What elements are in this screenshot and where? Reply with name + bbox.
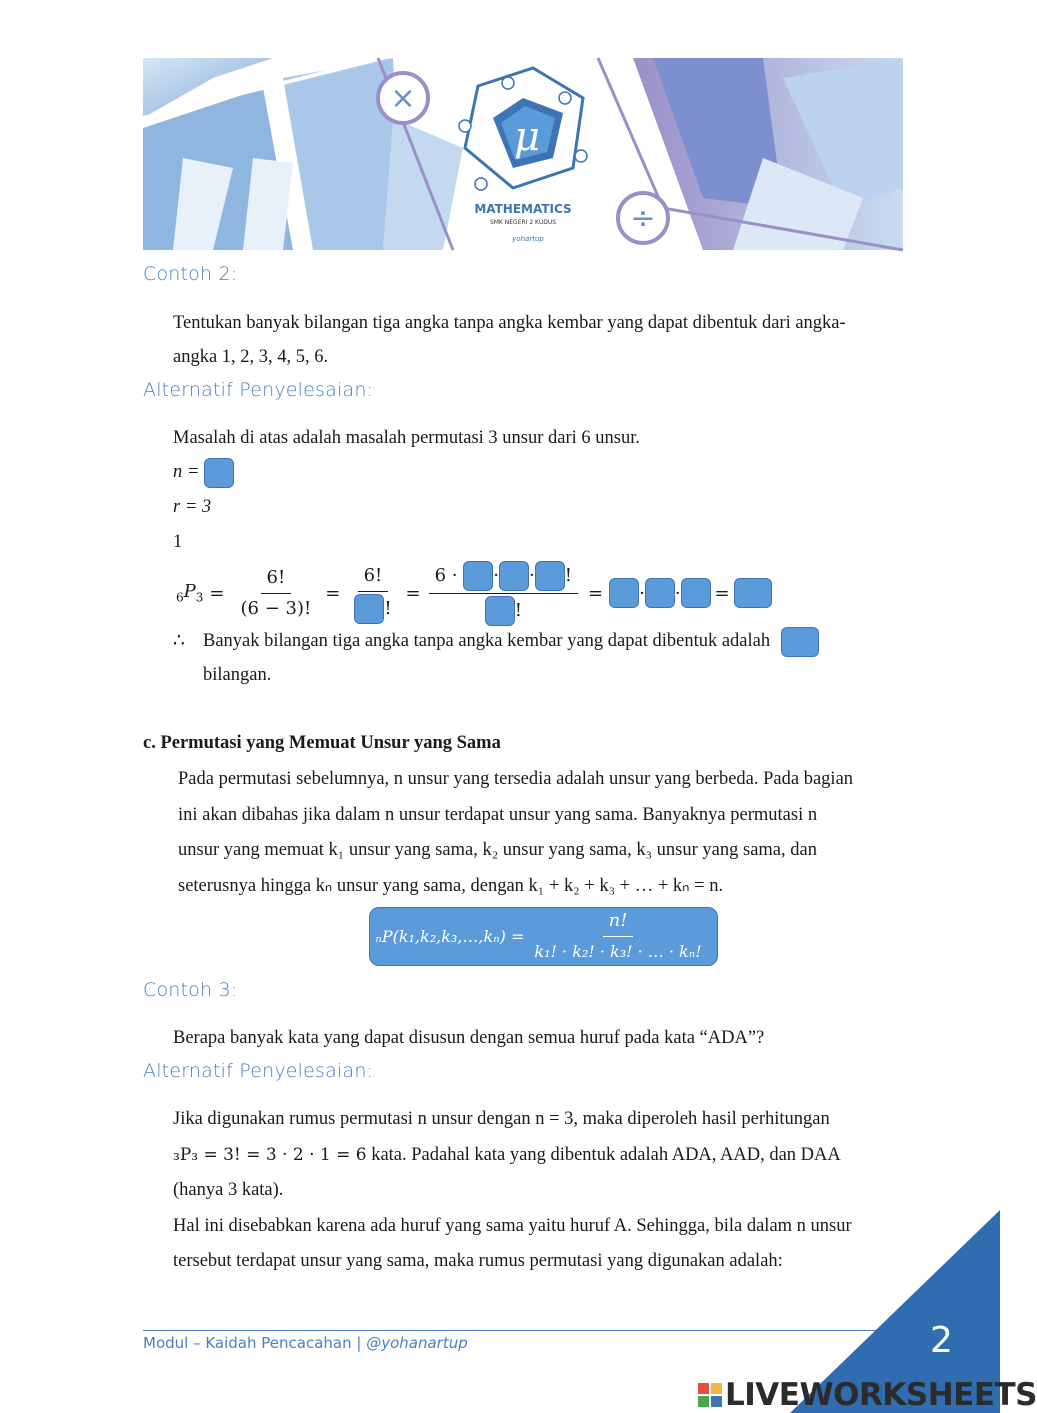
svg-text:×: × <box>390 81 416 116</box>
result-input[interactable] <box>734 578 772 608</box>
conclusion-line2: bilangan. <box>203 665 272 685</box>
footer-module: Modul – Kaidah Pencacahan | <box>143 1334 367 1352</box>
repeated-permutation-formula <box>369 907 718 966</box>
liveworksheets-brand-text: LIVEWORKSHEETS <box>725 1377 1037 1413</box>
contoh2-problem-line2: angka 1, 2, 3, 4, 5, 6. <box>173 347 329 367</box>
contoh2-alt-title: Alternatif Penyelesaian: <box>143 379 374 401</box>
svg-text:μ: μ <box>514 114 540 160</box>
formula-box-fraction <box>528 908 707 965</box>
product-input-2[interactable] <box>645 578 675 608</box>
footer-text <box>143 1334 468 1352</box>
contoh2-problem <box>173 306 904 374</box>
footer-handle: @yohanartup <box>366 1334 468 1352</box>
contoh3-line2: ₃P₃ = 3! = 3 · 2 · 1 = 6 kata. Padahal kata yang dibentuk adalah ADA, AAD, dan DAA <box>173 1144 841 1165</box>
contoh3-title: Contoh 3: <box>143 979 238 1001</box>
equals-5: = <box>714 582 730 604</box>
page-number: 2 <box>930 1320 953 1361</box>
section-c-line4: seterusnya hingga kₙ unsur yang sama, dengan k₁ + k₂ + k₃ + … + kₙ = n. <box>178 875 724 896</box>
equals-1: = <box>209 582 225 604</box>
equals-3: = <box>405 582 421 604</box>
contoh2-problem-line1: Tentukan banyak bilangan tiga angka tanpa angka kembar yang dapat dibentuk dari angka- <box>173 313 846 333</box>
product-input-1[interactable] <box>609 578 639 608</box>
conclusion-answer-input[interactable] <box>781 627 819 657</box>
formula-lhs: $_6P_3$ <box>176 581 204 605</box>
therefore-symbol: ∴ <box>173 631 185 651</box>
footer-rule <box>143 1330 883 1331</box>
n-label: n = <box>173 462 200 482</box>
liveworksheets-logo-icon <box>698 1383 722 1407</box>
banner-graphic <box>143 58 903 250</box>
section-c-paragraph <box>178 762 904 904</box>
logo-title: MATHEMATICS <box>474 202 572 216</box>
n-line <box>173 455 234 489</box>
equals-2: = <box>325 582 341 604</box>
section-c-title: c. Permutasi yang Memuat Unsur yang Sama <box>143 733 501 753</box>
f3-num-input-2[interactable] <box>499 561 529 591</box>
contoh3-problem: Berapa banyak kata yang dapat disusun dengan semua huruf pada kata “ADA”? <box>173 1028 765 1048</box>
fraction-1: $\frac{6!}{(6 - 3)!}$ <box>240 566 312 619</box>
f3-num-input-1[interactable] <box>463 561 493 591</box>
liveworksheets-brand[interactable] <box>698 1377 1037 1413</box>
contoh3-line3: (hanya 3 kata). <box>173 1180 284 1200</box>
formula-box-num: n! <box>603 908 634 937</box>
f2-den-input[interactable] <box>354 594 384 624</box>
section-c-line2: ini akan dibahas jika dalam n unsur terdapat unsur yang sama. Banyaknya permutasi n <box>178 804 818 825</box>
contoh3-line1: Jika digunakan rumus permutasi n unsur dengan n = 3, maka diperoleh hasil perhitungan <box>173 1109 830 1129</box>
fraction-3: $\frac{6 \cdot \cdot \cdot !}{!}$ <box>429 561 578 626</box>
f3-den-input[interactable] <box>485 596 515 626</box>
stray-number: 1 <box>173 532 183 552</box>
contoh2-solution-intro: Masalah di atas adalah masalah permutasi 3 unsur dari 6 unsur. <box>173 428 640 448</box>
permutation-formula: $_6P_3$ = $\frac{6!}{(6 - 3)!}$ = $\frac{6!}{!}$ = $\frac{6 \cdot \cdot \cdot !}{!}$ = · · = <box>176 564 772 622</box>
equals-4: = <box>587 582 604 604</box>
product-input-3[interactable] <box>681 578 711 608</box>
svg-text:÷: ÷ <box>630 201 656 236</box>
contoh3-alt-title: Alternatif Penyelesaian: <box>143 1060 374 1082</box>
fraction-2: $\frac{6!}{!}$ <box>348 563 397 624</box>
formula-box-den: k₁! · k₂! · k₃! · … · kₙ! <box>534 942 702 961</box>
r-line: r = 3 <box>173 497 212 517</box>
logo-signature: yohartup <box>512 235 544 243</box>
header-banner <box>143 58 903 250</box>
contoh3-line4: Hal ini disebabkan karena ada huruf yang sama yaitu huruf A. Sehingga, bila dalam n unsur <box>173 1215 852 1236</box>
conclusion-line1: Banyak bilangan tiga angka tanpa angka kembar yang dapat dibentuk adalah <box>203 624 819 658</box>
section-c-line3: unsur yang memuat k₁ unsur yang sama, k₂ unsur yang sama, k₃ unsur yang sama, dan <box>178 840 817 860</box>
section-c-line1: Pada permutasi sebelumnya, n unsur yang tersedia adalah unsur yang berbeda. Pada bagian <box>178 769 854 789</box>
contoh2-title: Contoh 2: <box>143 263 238 285</box>
formula-box-lhs: ₙP(k₁,k₂,k₃,…,kₙ) = <box>375 927 525 946</box>
logo-subtitle: SMK NEGERI 2 KUDUS <box>489 219 557 226</box>
n-answer-input[interactable] <box>204 458 234 488</box>
contoh3-line5: tersebut terdapat unsur yang sama, maka rumus permutasi yang digunakan adalah: <box>173 1251 783 1271</box>
f3-num-input-3[interactable] <box>535 561 565 591</box>
